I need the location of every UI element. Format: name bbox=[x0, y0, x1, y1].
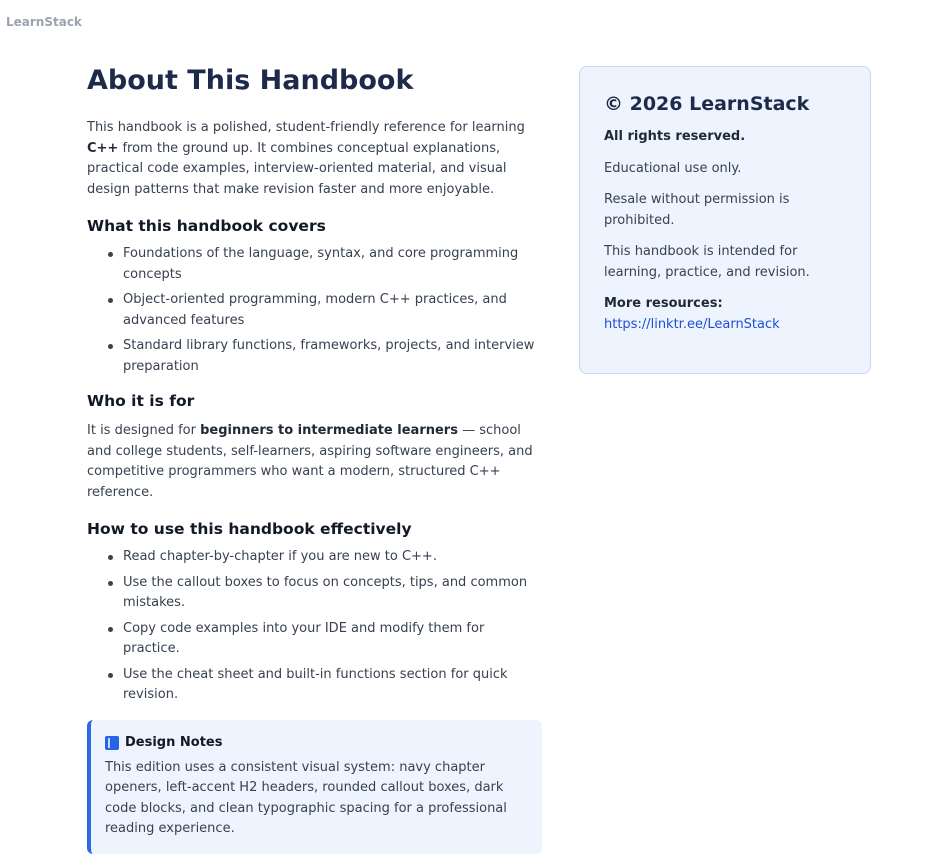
who-text-end: — school and college students, self-learners, aspiring software engineers, and competitive programmers who want a modern, structured C++ reference. bbox=[87, 423, 533, 500]
who-paragraph bbox=[87, 421, 542, 503]
callout-text: This edition uses a consistent visual system: navy chapter openers, left-accent H2 headers, rounded callout boxes, dark code blocks, and clean typographic spacing for a professional reading experience. bbox=[105, 759, 507, 836]
resources-label: More resources: bbox=[604, 296, 723, 311]
intro-text-end: from the ground up. It combines conceptual explanations, practical code examples, interview-oriented material, and visual design patterns that make revision faster and more enjoyable. bbox=[87, 140, 507, 197]
callout-title: Design Notes bbox=[125, 734, 223, 750]
edu-text: Educational use only. bbox=[604, 160, 742, 176]
who-bold: beginners to intermediate learners bbox=[200, 423, 458, 438]
list-item: Use the cheat sheet and built-in functions section for quick revision. bbox=[123, 665, 542, 706]
main-content bbox=[87, 64, 542, 854]
resources-link[interactable]: https://linktr.ee/LearnStack bbox=[604, 316, 780, 332]
list-item: Copy code examples into your IDE and modify them for practice. bbox=[123, 619, 542, 660]
rights-text: All rights reserved. bbox=[604, 129, 746, 144]
design-notes-callout bbox=[87, 720, 542, 854]
intro-text-start: This handbook is a polished, student-friendly reference for learning bbox=[87, 120, 525, 135]
book-icon bbox=[105, 736, 119, 750]
covers-list bbox=[87, 244, 542, 377]
intro-paragraph bbox=[87, 118, 542, 200]
resale-text: Resale without permission is prohibited. bbox=[604, 192, 790, 228]
who-text-start: It is designed for bbox=[87, 423, 201, 438]
copyright-panel bbox=[579, 66, 871, 374]
list-item: Object-oriented programming, modern C++ practices, and advanced features bbox=[123, 290, 542, 331]
resources-block bbox=[604, 294, 846, 335]
brand-label: LearnStack bbox=[6, 15, 82, 29]
covers-heading: What this handbook covers bbox=[87, 217, 326, 235]
intended-text: This handbook is intended for learning, practice, and revision. bbox=[604, 244, 810, 280]
callout-title-row bbox=[105, 734, 526, 752]
copyright-title: © 2026 LearnStack bbox=[604, 93, 810, 115]
page-title: About This Handbook bbox=[87, 65, 414, 96]
how-list bbox=[87, 547, 542, 706]
list-item: Standard library functions, frameworks, projects, and interview preparation bbox=[123, 336, 542, 377]
who-heading: Who it is for bbox=[87, 392, 195, 410]
intro-bold-cpp: C++ bbox=[87, 140, 119, 156]
how-heading: How to use this handbook effectively bbox=[87, 520, 412, 538]
list-item: Use the callout boxes to focus on concepts, tips, and common mistakes. bbox=[123, 573, 542, 614]
list-item: Foundations of the language, syntax, and core programming concepts bbox=[123, 244, 542, 285]
list-item: Read chapter-by-chapter if you are new to C++. bbox=[123, 547, 542, 568]
